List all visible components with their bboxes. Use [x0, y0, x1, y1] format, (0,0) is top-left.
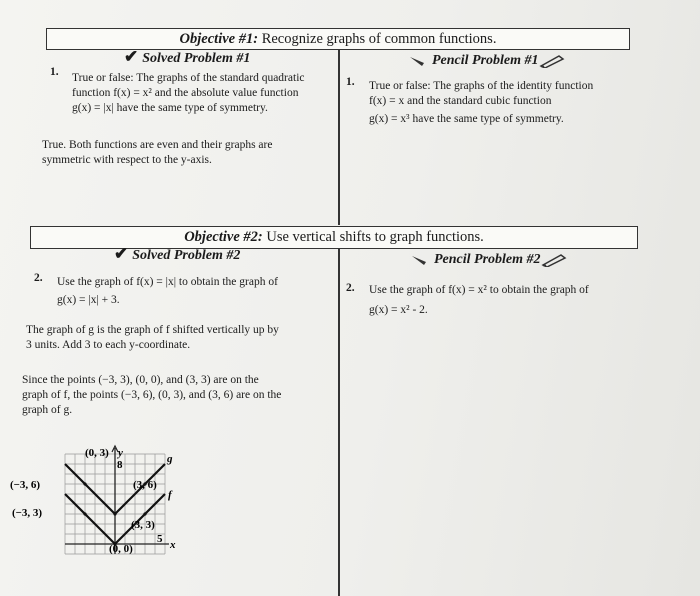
label-3-3: (3, 3): [131, 519, 155, 531]
pencil-2-question: Use the graph of f(x) = x² to obtain the graph of g(x) = x² - 2.: [369, 284, 589, 316]
data-point: [83, 512, 86, 515]
solved-problem-2-header: ✔ Solved Problem #2: [114, 244, 241, 263]
pencil-2-number: 2.: [346, 282, 355, 294]
solved-1-number: 1.: [50, 66, 59, 78]
solved-1-answer: True. Both functions are even and their graphs are symmetric with respect to the y-axis.: [42, 139, 273, 166]
pencil-icon: [408, 55, 430, 67]
objective-1-label: Objective #1:: [179, 31, 259, 47]
pencil-icon: [539, 54, 565, 68]
label-neg3-6: (−3, 6): [10, 479, 41, 491]
pencil-icon: [541, 253, 567, 267]
y-axis-label: y: [118, 447, 123, 459]
series-f-label: f: [168, 489, 172, 501]
objective-1-text: Recognize graphs of common functions.: [258, 31, 497, 47]
data-point: [83, 482, 86, 485]
solved-2-points: Since the points (−3, 3), (0, 0), and (3, 3) are on the graph of f, the points (−3, 6), (0, 3), and (3, 6) are on the graph of g.: [22, 374, 282, 416]
pencil-1-question: True or false: The graphs of the identity function f(x) = x and the standard cubic function g(x) = x³ have the same type of symmetry.: [369, 80, 594, 125]
x-tick-5: 5: [157, 533, 163, 545]
check-icon: ✔: [114, 244, 129, 263]
column-divider-1: [338, 49, 340, 225]
data-point: [113, 512, 116, 515]
solved-problem-1-header: ✔ Solved Problem #1: [124, 47, 251, 66]
absolute-value-graph: [10, 438, 190, 568]
solved-1-question: True or false: The graphs of the standard quadratic function f(x) = x² and the absolute value function g(x) = |x| have the same type of symmetry.: [72, 72, 305, 114]
objective-2-text: Use vertical shifts to graph functions.: [262, 229, 484, 245]
check-icon: ✔: [124, 47, 139, 66]
solved-2-number: 2.: [34, 272, 43, 284]
label-0-3: (0, 3): [85, 447, 109, 459]
label-neg3-3: (−3, 3): [12, 507, 43, 519]
y-tick-8: 8: [117, 459, 123, 471]
series-g-label: g: [167, 453, 173, 465]
pencil-problem-2-header: Pencil Problem #2: [410, 252, 567, 268]
pencil-1-number: 1.: [346, 76, 355, 88]
solved-2-question: Use the graph of f(x) = |x| to obtain the graph of g(x) = |x| + 3.: [57, 276, 278, 306]
x-axis-label: x: [170, 539, 176, 551]
objective-2-label: Objective #2:: [184, 229, 263, 245]
pencil-problem-1-header: Pencil Problem #1: [408, 53, 565, 69]
solved-2-explanation: The graph of g is the graph of f shifted vertically up by 3 units. Add 3 to each y-coordinate.: [26, 324, 279, 351]
column-divider-2: [338, 248, 340, 596]
label-0-0: (0, 0): [109, 543, 133, 555]
label-3-6: (3, 6): [133, 479, 157, 491]
data-point: [143, 512, 146, 515]
pencil-icon: [410, 254, 432, 266]
